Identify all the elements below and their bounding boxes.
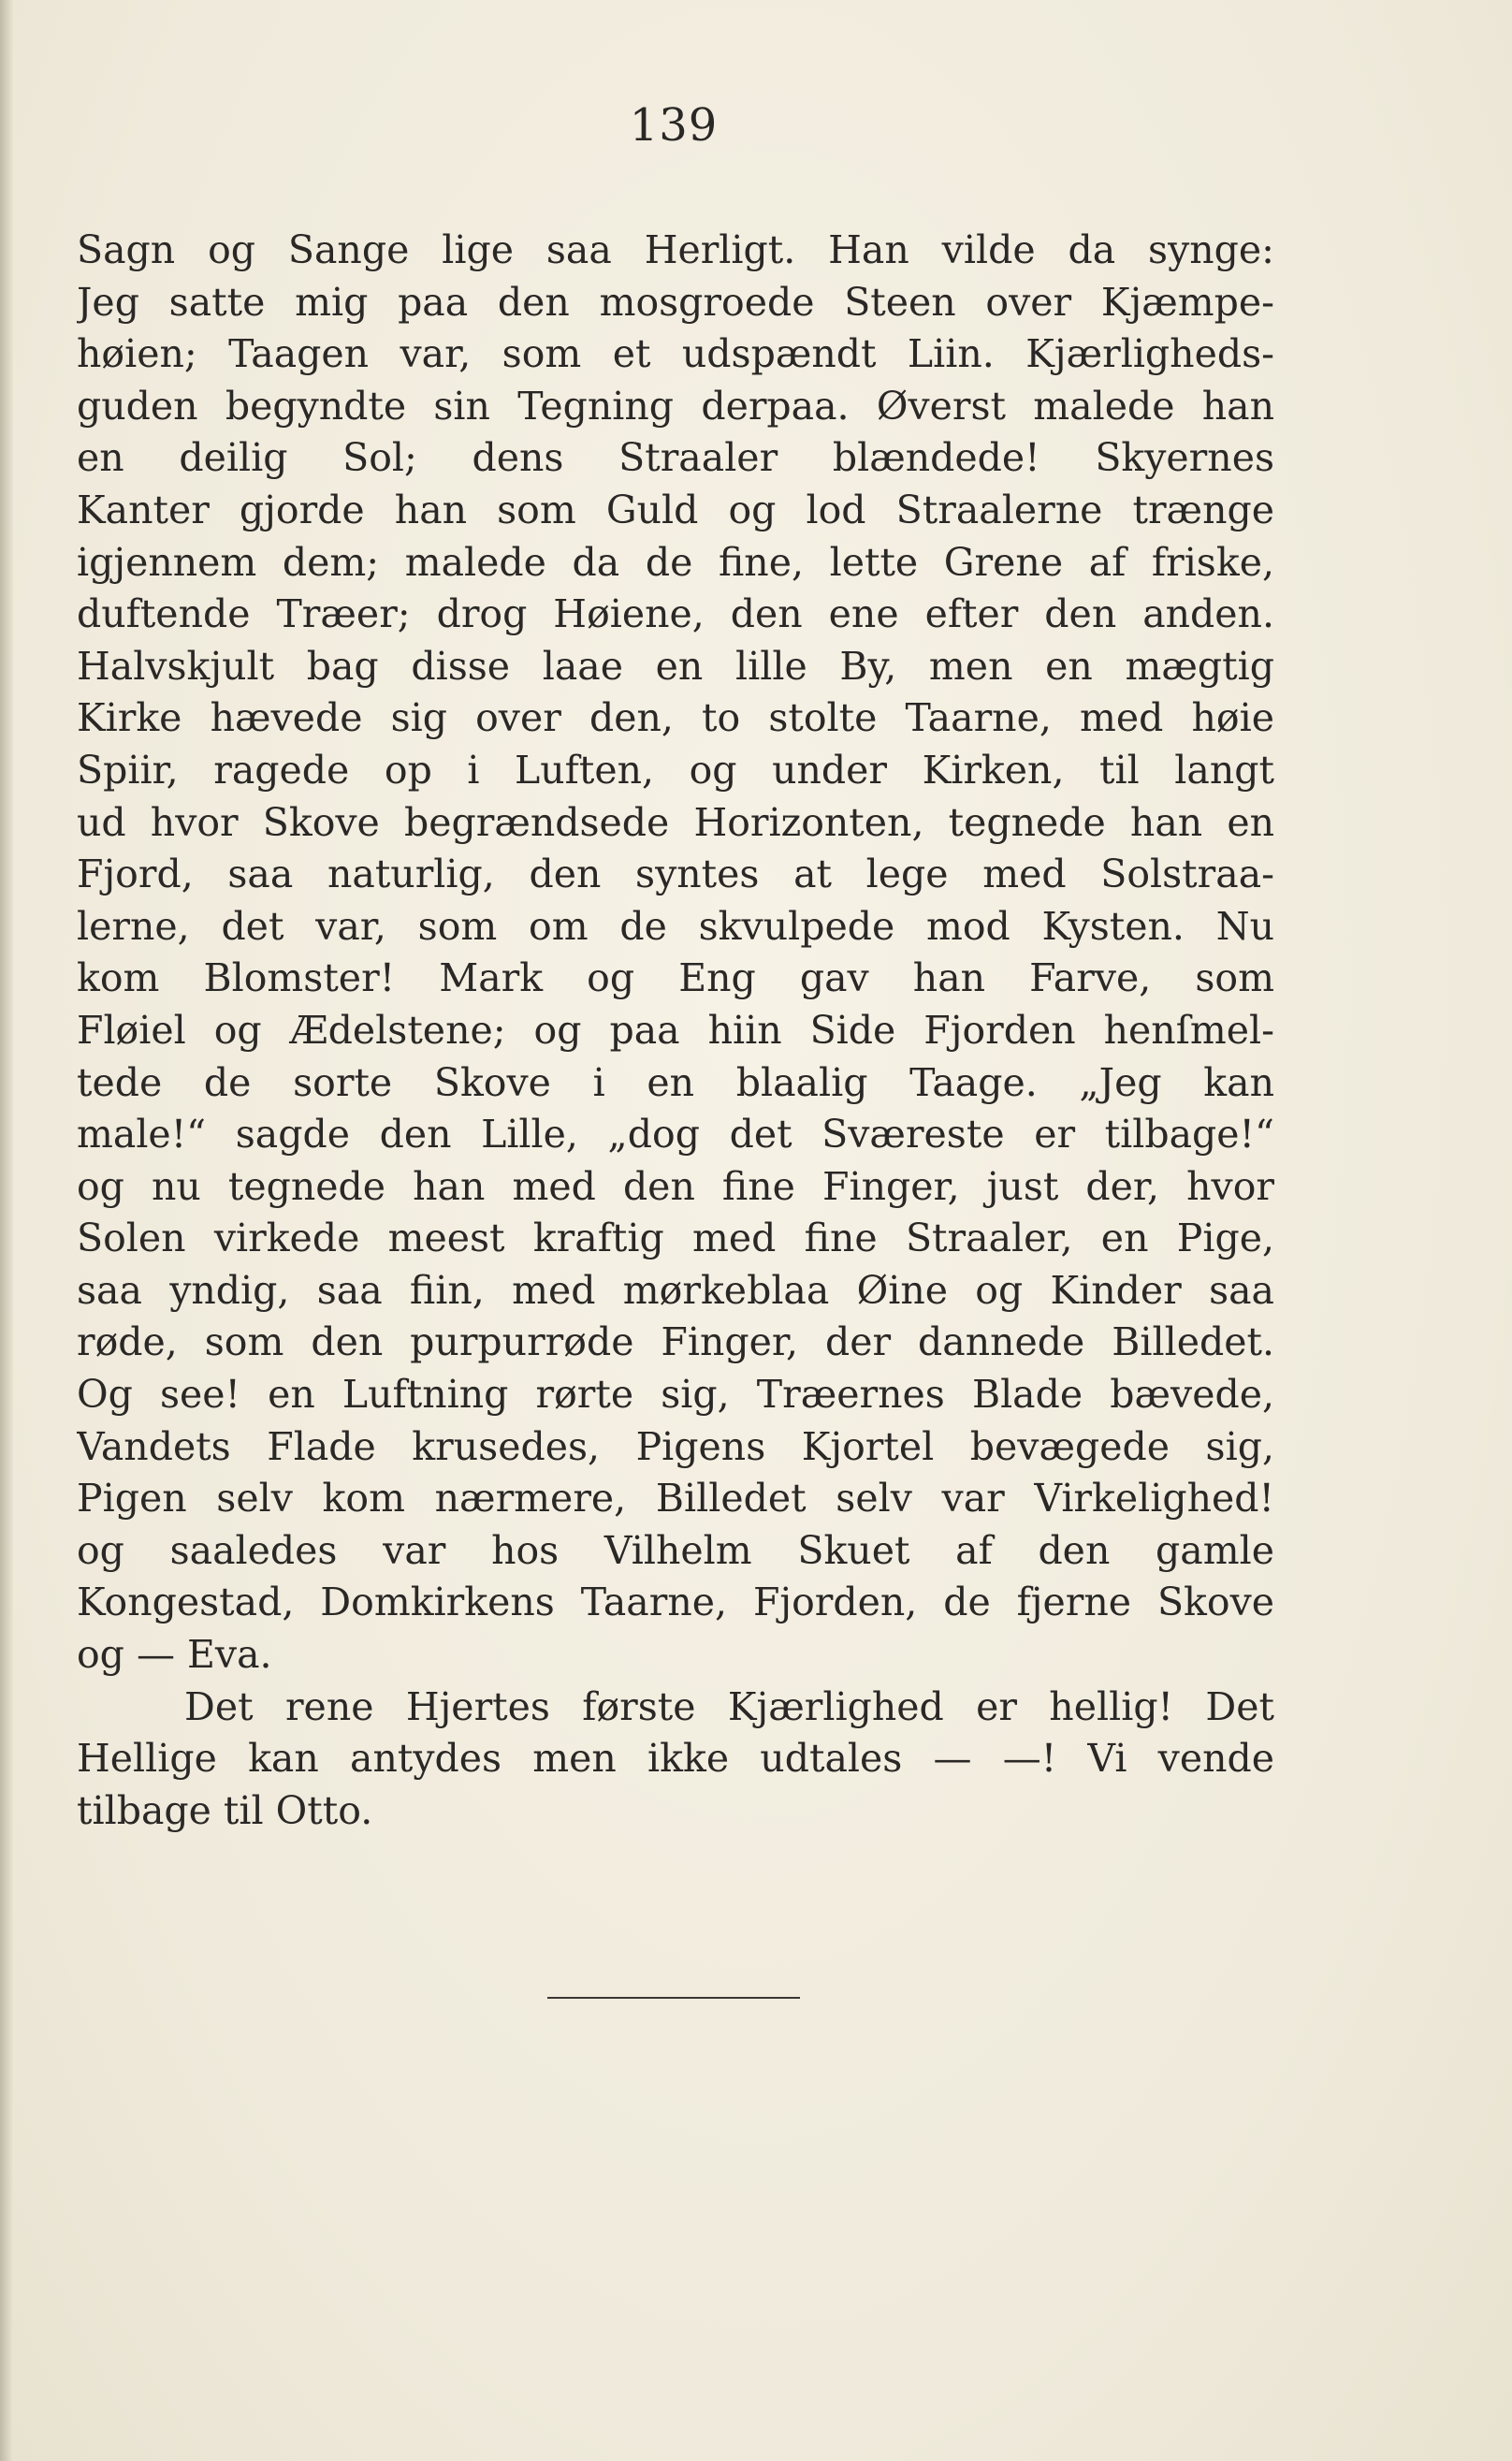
- paragraph-start-line: Det rene Hjertes første Kjærlighed er hellig! Det: [184, 1683, 1274, 1729]
- text-line: Jeg satte mig paa den mosgroede Steen over Kjæmpe-: [77, 279, 1274, 325]
- text-line: Vandets Flade krusedes, Pigens Kjortel bevægede sig,: [77, 1423, 1274, 1469]
- page-edge: [0, 0, 13, 2461]
- text-line: og — Eva.: [77, 1632, 272, 1678]
- text-line: duftende Træer; drog Høiene, den ene efter den anden.: [77, 591, 1274, 637]
- text-line: Halvskjult bag disse laae en lille By, men en mægtig: [77, 643, 1274, 689]
- text-line: lerne, det var, som om de skvulpede mod Kysten. Nu: [77, 903, 1274, 949]
- text-line: og nu tegnede han med den fine Finger, just der, hvor: [77, 1163, 1274, 1209]
- text-line: Sagn og Sange lige saa Herligt. Han vilde da synge:: [77, 227, 1274, 272]
- text-line: tede de sorte Skove i en blaalig Taage. „Jeg kan: [77, 1059, 1274, 1105]
- text-line: og saaledes var hos Vilhelm Skuet af den gamle: [77, 1527, 1274, 1573]
- text-line: kom Blomster! Mark og Eng gav han Farve, som: [77, 955, 1274, 1001]
- text-line: Og see! en Luftning rørte sig, Træernes Blade bævede,: [77, 1372, 1274, 1418]
- text-line: Fløiel og Ædelstene; og paa hiin Side Fjorden henſmel-: [77, 1007, 1274, 1053]
- text-line: Kongestad, Domkirkens Taarne, Fjorden, de fjerne Skove: [77, 1580, 1274, 1625]
- section-divider: [547, 1997, 800, 1999]
- page-number: 139: [629, 99, 719, 152]
- text-line: Hellige kan antydes men ikke udtales — —! Vi vende: [77, 1736, 1274, 1782]
- text-line: røde, som den purpurrøde Finger, der dannede Billedet.: [77, 1319, 1274, 1365]
- body-text: [77, 225, 1274, 1837]
- text-line: Fjord, saa naturlig, den syntes at lege med Solstraa-: [77, 852, 1274, 897]
- text-line: igjennem dem; malede da de fine, lette Grene af friske,: [77, 539, 1274, 585]
- text-line: saa yndig, saa fiin, med mørkeblaa Øine og Kinder saa: [77, 1267, 1274, 1313]
- text-line: Solen virkede meest kraftig med fine Straaler, en Pige,: [77, 1216, 1274, 1261]
- text-line: Kanter gjorde han som Guld og lod Straalerne trænge: [77, 487, 1274, 532]
- text-line: en deilig Sol; dens Straaler blændede! Skyernes: [77, 435, 1274, 481]
- text-line: guden begyndte sin Tegning derpaa. Øverst malede han: [77, 383, 1274, 429]
- text-line: tilbage til Otto.: [77, 1787, 373, 1833]
- text-line: ud hvor Skove begrændsede Horizonten, tegnede han en: [77, 799, 1274, 845]
- text-line: Spiir, ragede op i Luften, og under Kirken, til langt: [77, 747, 1274, 793]
- text-line: male!“ sagde den Lille, „dog det Sværeste er tilbage!“: [77, 1112, 1274, 1158]
- text-line: høien; Taagen var, som et udspændt Liin. Kjærligheds-: [77, 331, 1274, 377]
- text-line: Kirke hævede sig over den, to stolte Taarne, med høie: [77, 695, 1274, 741]
- text-line: Pigen selv kom nærmere, Billedet selv var Virkelighed!: [77, 1476, 1274, 1522]
